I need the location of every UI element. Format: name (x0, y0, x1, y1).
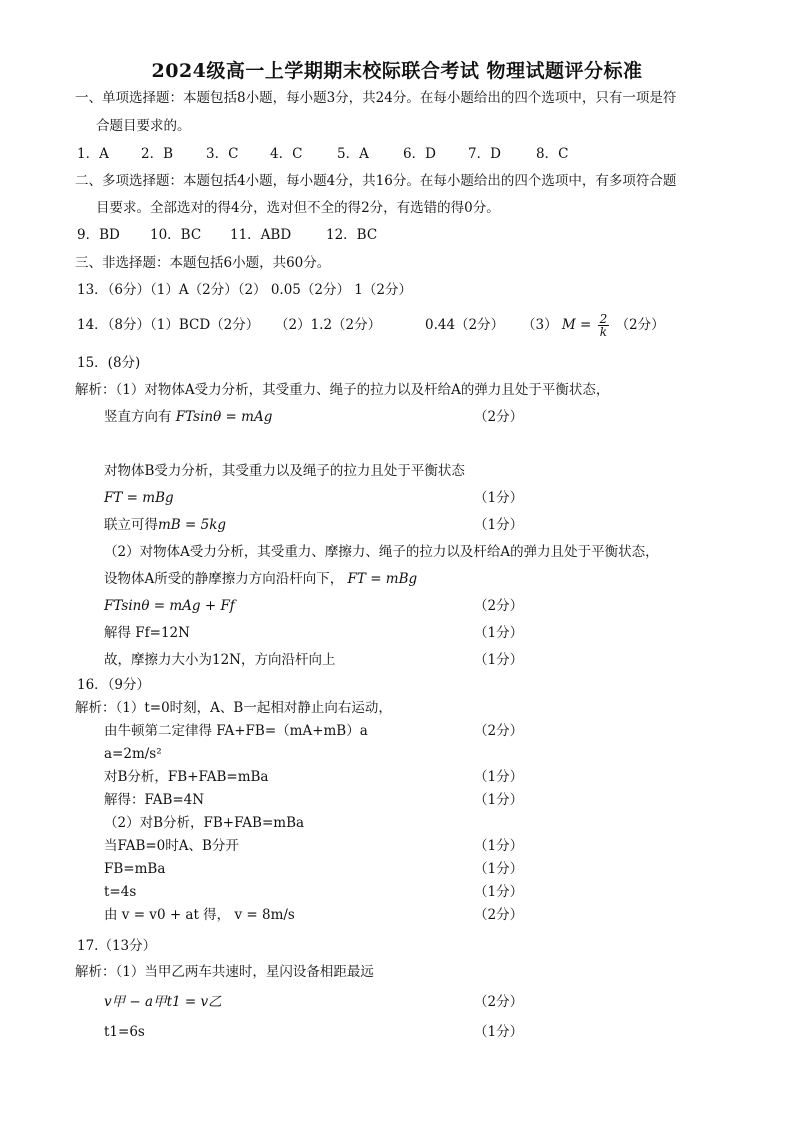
answer-12: 12．BC (326, 227, 378, 243)
q16-line2: 由牛顿第二定律得 FA+FB=（mA+mB）a (104, 723, 368, 739)
answer-8: 8．C (536, 146, 569, 162)
section3-instructions: 三、非选择题：本题包括6小题，共60分。 (75, 255, 331, 271)
q15-line5 (104, 516, 226, 534)
q16-heading: 16．（9分） (77, 677, 151, 693)
q16-line6: （2）对B分析，FB+FAB=mBa (104, 815, 305, 831)
q16-line10-score: （2分） (474, 907, 524, 923)
q16-line1: 解析：（1）t=0时刻，A、B一起相对静止向右运动， (75, 700, 392, 716)
q15-line2 (104, 408, 272, 426)
q16-line4-score: （1分） (474, 769, 524, 785)
q15-line4-equation: FT = mBg (104, 490, 174, 506)
q16-line2-score: （2分） (474, 723, 524, 739)
q16-line5-score: （1分） (474, 792, 524, 808)
answer-3: 3．C (206, 146, 239, 162)
answer-9: 9．BD (77, 227, 120, 243)
q15-line7-equation: FT = mBg (347, 571, 418, 587)
q14-fraction-denominator: k (599, 325, 608, 339)
q15-line2-text: 竖直方向有 (104, 409, 172, 425)
q17-line2-score: （2分） (474, 994, 524, 1010)
q15-line6: （2）对物体A受力分析，其受重力、摩擦力、绳子的拉力以及杆给A的弹力且处于平衡状态， (104, 544, 659, 560)
section2-instructions-line2: 目要求。全部选对的得4分，选对但不全的得2分，有选错的得0分。 (96, 200, 500, 216)
q17-line3-score: （1分） (474, 1024, 524, 1040)
q14-part3 (522, 308, 665, 342)
q15-line9-score: （1分） (474, 625, 524, 641)
q15-line5-text: 联立可得 (104, 517, 158, 533)
q16-line4: 对B分析，FB+FAB=mBa (104, 769, 269, 785)
q14-formula-lhs: M = (561, 317, 592, 333)
q16-line7: 当FAB=0时A、B分开 (104, 838, 239, 854)
q16-line8: FB=mBa (104, 861, 166, 877)
answer-7: 7．D (468, 146, 501, 162)
answer-6: 6．D (403, 146, 436, 162)
q14-part3-label: （3） (522, 317, 558, 333)
q17-line1: 解析：（1）当甲乙两车共速时，星闪设备相距最远 (75, 964, 374, 980)
section1-instructions-line1: 一、单项选择题：本题包括8小题，每小题3分，共24分。在每小题给出的四个选项中，只有一项是符 (75, 90, 677, 106)
page-title: 2024级高一上学期期末校际联合考试 物理试题评分标准 (151, 60, 643, 82)
q17-heading: 17.（13分） (77, 938, 157, 954)
q15-line4-score: （1分） (474, 490, 524, 506)
answer-1: 1．A (77, 146, 109, 162)
q15-line8-equation: FTsinθ = mAg + Ff (104, 598, 235, 614)
q15-line7-text: 设物体A所受的静摩擦力方向沿杆向下， (104, 571, 344, 587)
q16-line5: 解得：FAB=4N (104, 792, 205, 808)
q16-line7-score: （1分） (474, 838, 524, 854)
q15-line8-score: （2分） (474, 598, 524, 614)
q14-fraction-numerator: 2 (599, 312, 608, 326)
q15-line9: 解得 Ff=12N (104, 625, 190, 641)
q14-part2: （2）1.2（2分） (275, 317, 382, 333)
q17-line2-equation: v甲 − a甲t1 = v乙 (104, 994, 222, 1010)
q14-part2b: 0.44（2分） (425, 317, 505, 333)
answer-5: 5．A (337, 146, 369, 162)
answer-2: 2．B (141, 146, 174, 162)
q16-line8-score: （1分） (474, 861, 524, 877)
q15-line2-equation: FTsinθ = mAg (175, 409, 273, 425)
q15-line10: 故，摩擦力大小为12N，方向沿杆向上 (104, 652, 336, 668)
q14-part3-score: （2分） (615, 317, 665, 333)
q15-line3: 对物体B受力分析，其受重力以及绳子的拉力且处于平衡状态 (104, 463, 465, 479)
q15-line2-score: （2分） (474, 409, 524, 425)
q16-line9: t=4s (104, 884, 137, 900)
q16-line9-score: （1分） (474, 884, 524, 900)
section2-instructions-line1: 二、多项选择题：本题包括4小题，每小题4分，共16分。在每小题给出的四个选项中，有多项符合题 (75, 173, 677, 189)
answer-10: 10．BC (150, 227, 202, 243)
q17-line3: t1=6s (104, 1024, 145, 1040)
q15-line1: 解析：（1）对物体A受力分析，其受重力、绳子的拉力以及杆给A的弹力且处于平衡状态， (75, 382, 610, 398)
q13-answer: 13．（6分）（1）A（2分）（2） 0.05（2分） 1（2分） (77, 282, 412, 298)
answer-11: 11．ABD (230, 227, 292, 243)
q16-line3: a=2m/s² (104, 746, 162, 762)
section1-instructions-line2: 合题目要求的。 (96, 118, 191, 134)
q16-line10: 由 v = v0 + at 得， v = 8m/s (104, 907, 295, 923)
q15-line7 (104, 570, 417, 588)
q15-line10-score: （1分） (474, 652, 524, 668)
q15-heading: 15．(8分) (77, 355, 141, 371)
q14-fraction (598, 313, 610, 338)
answer-4: 4．C (270, 146, 303, 162)
q15-line5-score: （1分） (474, 517, 524, 533)
q14-part1: 14．（8分）（1）BCD（2分） (77, 317, 260, 333)
q15-line5-equation: mB = 5kg (158, 517, 227, 533)
